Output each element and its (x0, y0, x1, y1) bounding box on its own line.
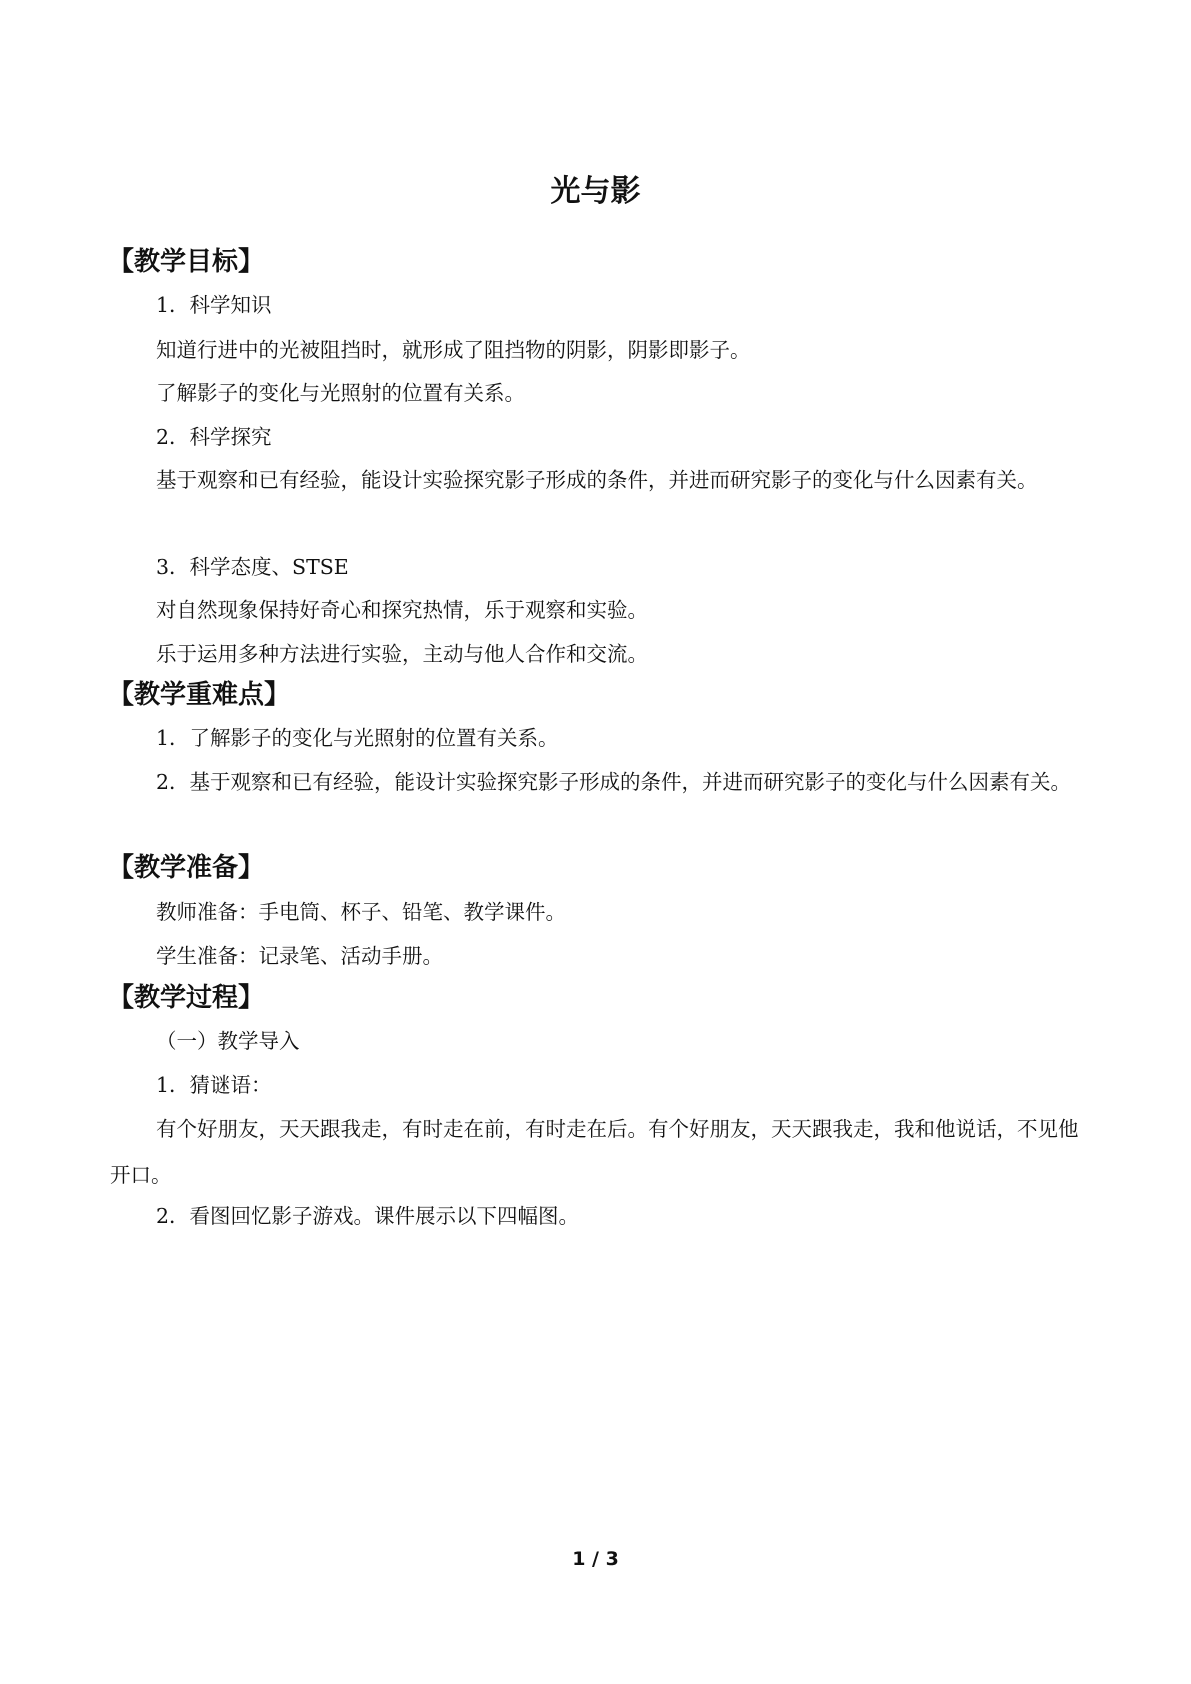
paragraph: 3．科学态度、STSE (156, 555, 349, 579)
paragraph: 乐于运用多种方法进行实验，主动与他人合作和交流。 (156, 642, 648, 666)
section-heading-process: 【教学过程】 (108, 983, 265, 1013)
paragraph: 2．科学探究 (156, 425, 272, 449)
paragraph: 2．基于观察和已有经验，能设计实验探究影子形成的条件，并进而研究影子的变化与什么因素有关。 (156, 770, 1072, 794)
paragraph: 教师准备：手电筒、杯子、铅笔、教学课件。 (156, 900, 566, 924)
section-heading-objectives: 【教学目标】 (108, 247, 265, 277)
paragraph: 基于观察和已有经验，能设计实验探究影子形成的条件，并进而研究影子的变化与什么因素有关。 (156, 468, 1038, 492)
paragraph: 对自然现象保持好奇心和探究热情，乐于观察和实验。 (156, 598, 648, 622)
paragraph: 1．了解影子的变化与光照射的位置有关系。 (156, 726, 559, 750)
paragraph: 1．科学知识 (156, 293, 272, 317)
section-heading-preparation: 【教学准备】 (108, 853, 265, 883)
paragraph: 有个好朋友，天天跟我走，有时走在前，有时走在后。有个好朋友，天天跟我走，我和他说话，不见他开口。 (110, 1117, 1079, 1187)
page-title: 光与影 (550, 174, 641, 209)
paragraph: 了解影子的变化与光照射的位置有关系。 (156, 381, 525, 405)
section-heading-key-points: 【教学重难点】 (108, 680, 291, 710)
paragraph: 2．看图回忆影子游戏。课件展示以下四幅图。 (156, 1204, 580, 1228)
paragraph: 1．猜谜语： (156, 1073, 272, 1097)
paragraph: 学生准备：记录笔、活动手册。 (156, 944, 443, 968)
paragraph: 知道行进中的光被阻挡时，就形成了阻挡物的阴影，阴影即影子。 (156, 338, 751, 362)
paragraph: （一）教学导入 (156, 1029, 300, 1053)
page-number: 1 / 3 (572, 1548, 619, 1570)
